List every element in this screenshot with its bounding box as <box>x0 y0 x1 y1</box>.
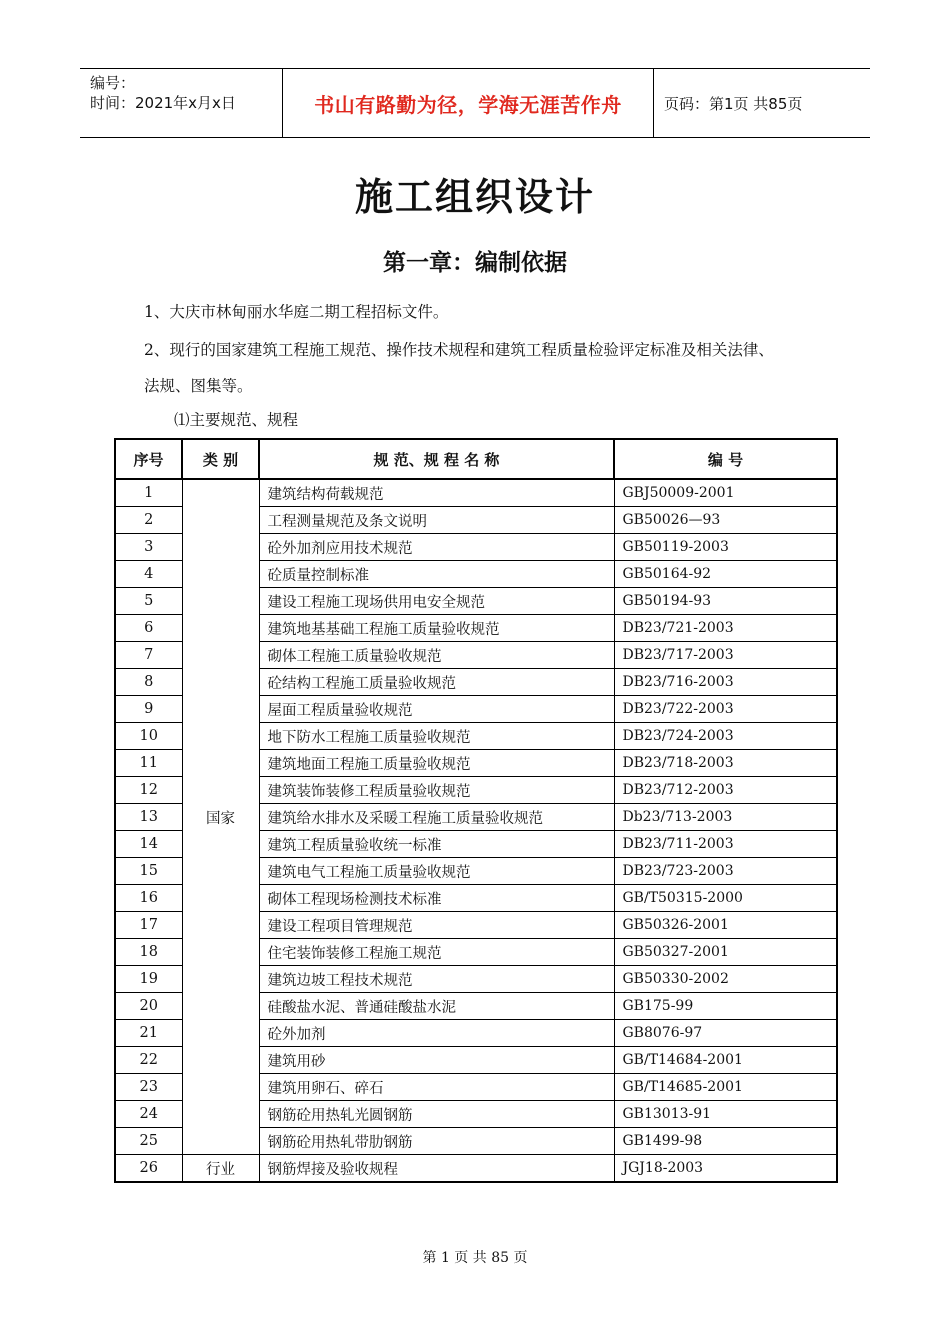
row-number: 14 <box>115 831 182 858</box>
row-number: 15 <box>115 858 182 885</box>
standard-name: 建筑用砂 <box>259 1047 614 1074</box>
row-number: 1 <box>115 479 182 507</box>
paragraph-2: 2、现行的国家建筑工程施工规范、操作技术规程和建筑工程质量检验评定标准及相关法律、 <box>144 341 774 359</box>
page-footer: 第 1 页 共 85 页 <box>422 1250 528 1266</box>
document-title: 施工组织设计 <box>354 174 595 219</box>
standard-name: 建设工程施工现场供用电安全规范 <box>259 588 614 615</box>
standard-name: 建筑给水排水及采暖工程施工质量验收规范 <box>259 804 614 831</box>
standard-code: DB23/711-2003 <box>614 831 837 858</box>
row-number: 26 <box>115 1155 182 1183</box>
row-number: 2 <box>115 507 182 534</box>
standard-name: 砌体工程施工质量验收规范 <box>259 642 614 669</box>
standard-name: 工程测量规范及条文说明 <box>259 507 614 534</box>
standard-name: 建筑装饰装修工程质量验收规范 <box>259 777 614 804</box>
table-header-row <box>115 439 837 479</box>
standard-code: GB175-99 <box>614 993 837 1020</box>
row-number: 16 <box>115 885 182 912</box>
header-name: 规 范、规 程 名 称 <box>259 439 614 479</box>
row-number: 20 <box>115 993 182 1020</box>
standard-name: 砼外加剂应用技术规范 <box>259 534 614 561</box>
standard-code: GB50026—93 <box>614 507 837 534</box>
standard-code: GB50326-2001 <box>614 912 837 939</box>
standard-code: GB50194-93 <box>614 588 837 615</box>
standard-name: 建筑用卵石、碎石 <box>259 1074 614 1101</box>
standard-code: GB/T14685-2001 <box>614 1074 837 1101</box>
standard-name: 钢筋砼用热轧光圆钢筋 <box>259 1101 614 1128</box>
standard-code: GBJ50009-2001 <box>614 479 837 507</box>
standard-name: 建筑电气工程施工质量验收规范 <box>259 858 614 885</box>
standard-code: DB23/717-2003 <box>614 642 837 669</box>
standard-code: DB23/721-2003 <box>614 615 837 642</box>
row-number: 18 <box>115 939 182 966</box>
standard-name: 建筑工程质量验收统一标准 <box>259 831 614 858</box>
standard-name: 建筑结构荷载规范 <box>259 479 614 507</box>
row-number: 9 <box>115 696 182 723</box>
standard-name: 建筑地基基础工程施工质量验收规范 <box>259 615 614 642</box>
standard-code: DB23/723-2003 <box>614 858 837 885</box>
standard-code: GB8076-97 <box>614 1020 837 1047</box>
row-number: 12 <box>115 777 182 804</box>
row-number: 10 <box>115 723 182 750</box>
standard-code: GB50327-2001 <box>614 939 837 966</box>
table-body <box>115 479 837 1182</box>
standard-code: DB23/722-2003 <box>614 696 837 723</box>
standard-code: DB23/716-2003 <box>614 669 837 696</box>
standard-name: 砼外加剂 <box>259 1020 614 1047</box>
standard-name: 屋面工程质量验收规范 <box>259 696 614 723</box>
standard-name: 住宅装饰装修工程施工规范 <box>259 939 614 966</box>
row-number: 24 <box>115 1101 182 1128</box>
standard-name: 建筑边坡工程技术规范 <box>259 966 614 993</box>
paragraph-3: 法规、图集等。 <box>144 377 253 395</box>
document-header <box>80 68 870 138</box>
standard-name: 钢筋焊接及验收规程 <box>259 1155 614 1183</box>
category-industry: 行业 <box>182 1155 259 1183</box>
row-number: 25 <box>115 1128 182 1155</box>
header-number-label: 编号： <box>90 74 136 92</box>
standard-code: GB/T14684-2001 <box>614 1047 837 1074</box>
standard-code: DB23/718-2003 <box>614 750 837 777</box>
row-number: 3 <box>115 534 182 561</box>
standard-name: 硅酸盐水泥、普通硅酸盐水泥 <box>259 993 614 1020</box>
header-category: 类 别 <box>182 439 259 479</box>
standard-code: DB23/712-2003 <box>614 777 837 804</box>
standard-name: 建设工程项目管理规范 <box>259 912 614 939</box>
header-code: 编 号 <box>614 439 837 479</box>
standard-code: GB50164-92 <box>614 561 837 588</box>
standard-code: GB/T50315-2000 <box>614 885 837 912</box>
standard-code: Db23/713-2003 <box>614 804 837 831</box>
standard-name: 砼质量控制标准 <box>259 561 614 588</box>
standard-code: GB50330-2002 <box>614 966 837 993</box>
row-number: 8 <box>115 669 182 696</box>
standard-name: 地下防水工程施工质量验收规范 <box>259 723 614 750</box>
standard-name: 钢筋砼用热轧带肋钢筋 <box>259 1128 614 1155</box>
paragraph-1: 1、大庆市林甸丽水华庭二期工程招标文件。 <box>144 303 449 321</box>
standard-name: 砌体工程现场检测技术标准 <box>259 885 614 912</box>
header-meta <box>80 69 282 137</box>
row-number: 19 <box>115 966 182 993</box>
row-number: 4 <box>115 561 182 588</box>
standard-code: GB1499-98 <box>614 1128 837 1155</box>
table-row <box>115 1155 837 1183</box>
row-number: 23 <box>115 1074 182 1101</box>
paragraph-4: ⑴主要规范、规程 <box>174 411 299 429</box>
row-number: 6 <box>115 615 182 642</box>
standard-name: 建筑地面工程施工质量验收规范 <box>259 750 614 777</box>
standards-table <box>114 438 838 1183</box>
standard-code: JGJ18-2003 <box>614 1155 837 1183</box>
standard-code: DB23/724-2003 <box>614 723 837 750</box>
row-number: 17 <box>115 912 182 939</box>
chapter-heading: 第一章：编制依据 <box>383 250 567 276</box>
standard-code: GB13013-91 <box>614 1101 837 1128</box>
header-page-info: 页码：第1页 共85页 <box>664 94 803 113</box>
table-row <box>115 479 837 507</box>
row-number: 7 <box>115 642 182 669</box>
header-no: 序号 <box>115 439 182 479</box>
row-number: 21 <box>115 1020 182 1047</box>
header-time-label: 时间：2021年x月x日 <box>90 94 236 112</box>
row-number: 5 <box>115 588 182 615</box>
row-number: 22 <box>115 1047 182 1074</box>
row-number: 13 <box>115 804 182 831</box>
row-number: 11 <box>115 750 182 777</box>
standard-code: GB50119-2003 <box>614 534 837 561</box>
standard-name: 砼结构工程施工质量验收规范 <box>259 669 614 696</box>
header-motto: 书山有路勤为径，学海无涯苦作舟 <box>282 69 654 137</box>
category-national: 国家 <box>182 479 259 1155</box>
